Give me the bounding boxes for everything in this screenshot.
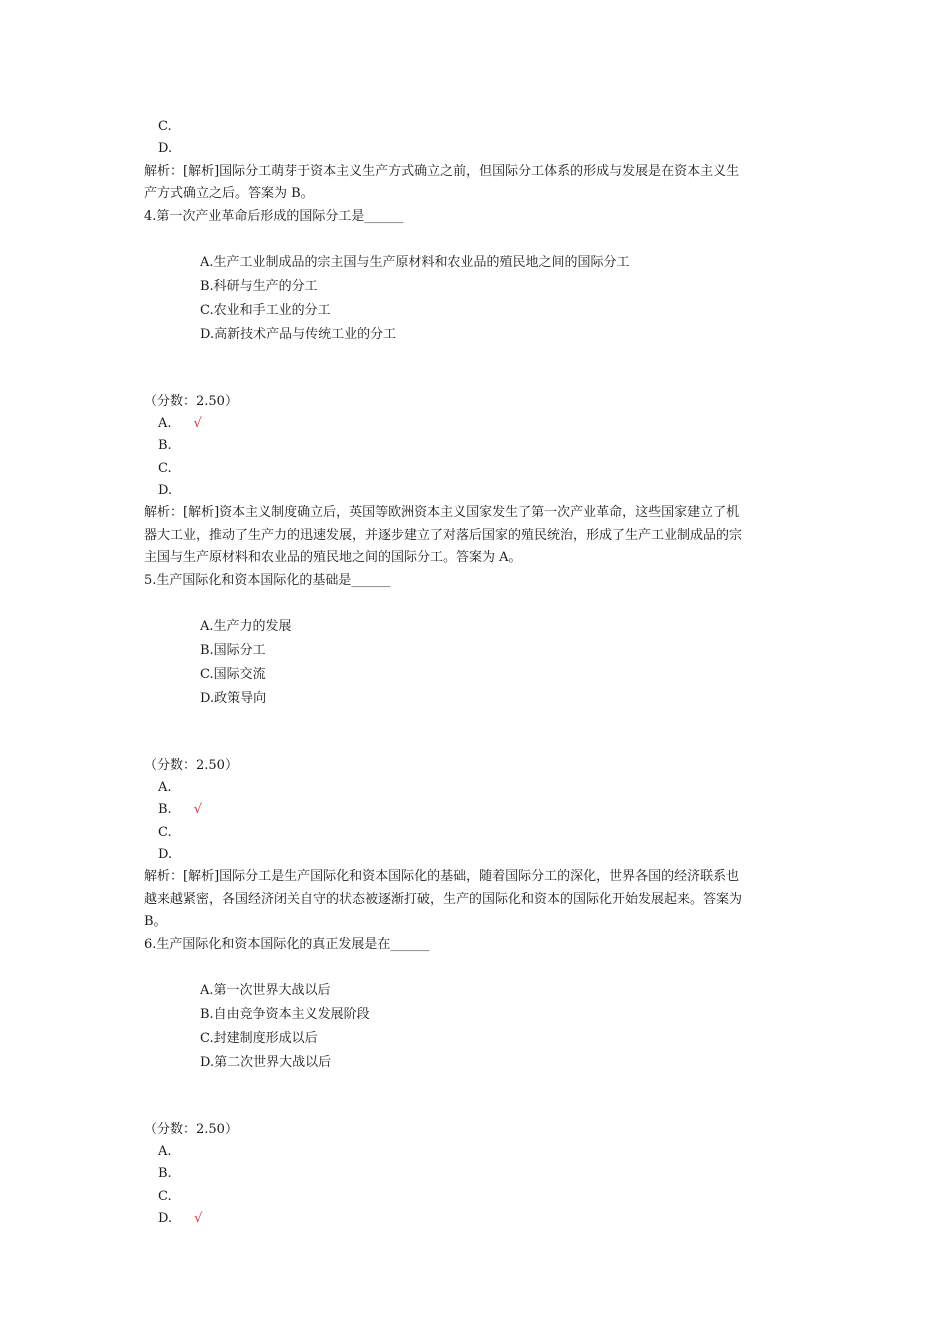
q5-option-a: A.生产力的发展 [200, 619, 292, 634]
answer-label: A. [158, 416, 172, 431]
q4-option-a: A.生产工业制成品的宗主国与生产原材料和农业品的殖民地之间的国际分工 [200, 255, 630, 270]
answer-label: B. [158, 802, 172, 817]
q4-answer-d: D. [158, 483, 173, 498]
q4-score: （分数：2.50） [144, 394, 238, 409]
q5-option-c: C.国际交流 [200, 667, 266, 682]
question-4-title: 4.第一次产业革命后形成的国际分工是______ [144, 209, 404, 224]
q5-answer-a: A. [158, 780, 172, 795]
answer-option-d: D. [158, 141, 173, 156]
question-6-title: 6.生产国际化和资本国际化的真正发展是在______ [144, 937, 430, 952]
q5-answer-b [158, 801, 202, 819]
q5-option-d: D.政策导向 [200, 691, 267, 706]
q4-answer-a [158, 415, 202, 433]
q4-option-b: B.科研与生产的分工 [200, 279, 318, 294]
q6-answer-c: C. [158, 1189, 172, 1204]
explanation-line: 解析：[解析]国际分工萌芽于资本主义生产方式确立之前，但国际分工体系的形成与发展是在资本主义生 [144, 164, 740, 179]
q6-score: （分数：2.50） [144, 1122, 238, 1137]
q6-answer-b: B. [158, 1166, 172, 1181]
check-mark-icon: √ [194, 1211, 203, 1226]
q6-answer-a: A. [158, 1144, 172, 1159]
q5-answer-c: C. [158, 825, 172, 840]
q5-answer-d: D. [158, 847, 173, 862]
q4-answer-c: C. [158, 461, 172, 476]
q6-option-c: C.封建制度形成以后 [200, 1031, 318, 1046]
q5-explanation-line: 越来越紧密，各国经济闭关自守的状态被逐渐打破，生产的国际化和资本的国际化开始发展起来。答案为 [144, 892, 743, 907]
q5-score: （分数：2.50） [144, 758, 238, 773]
question-5-title: 5.生产国际化和资本国际化的基础是______ [144, 573, 391, 588]
answer-label: D. [158, 1211, 173, 1226]
q4-explanation-line: 解析：[解析]资本主义制度确立后，英国等欧洲资本主义国家发生了第一次产业革命，这些国家建立了机 [144, 505, 740, 520]
q6-option-d: D.第二次世界大战以后 [200, 1055, 332, 1070]
q5-option-b: B.国际分工 [200, 643, 266, 658]
q4-explanation-line: 主国与生产原材料和农业品的殖民地之间的国际分工。答案为 A。 [144, 550, 522, 565]
q6-answer-d [158, 1210, 202, 1228]
explanation-line: 产方式确立之后。答案为 B。 [144, 186, 314, 201]
q5-explanation-line: B。 [144, 914, 167, 929]
check-mark-icon: √ [193, 802, 202, 817]
q6-option-b: B.自由竞争资本主义发展阶段 [200, 1007, 370, 1022]
q5-explanation-line: 解析：[解析]国际分工是生产国际化和资本国际化的基础，随着国际分工的深化，世界各国的经济联系也 [144, 869, 740, 884]
check-mark-icon: √ [193, 416, 202, 431]
answer-option-c: C. [158, 119, 172, 134]
q4-option-d: D.高新技术产品与传统工业的分工 [200, 327, 397, 342]
q4-answer-b: B. [158, 438, 172, 453]
q4-explanation-line: 器大工业，推动了生产力的迅速发展，并逐步建立了对落后国家的殖民统治，形成了生产工业制成品的宗 [144, 528, 743, 543]
q4-option-c: C.农业和手工业的分工 [200, 303, 331, 318]
q6-option-a: A.第一次世界大战以后 [200, 983, 331, 998]
